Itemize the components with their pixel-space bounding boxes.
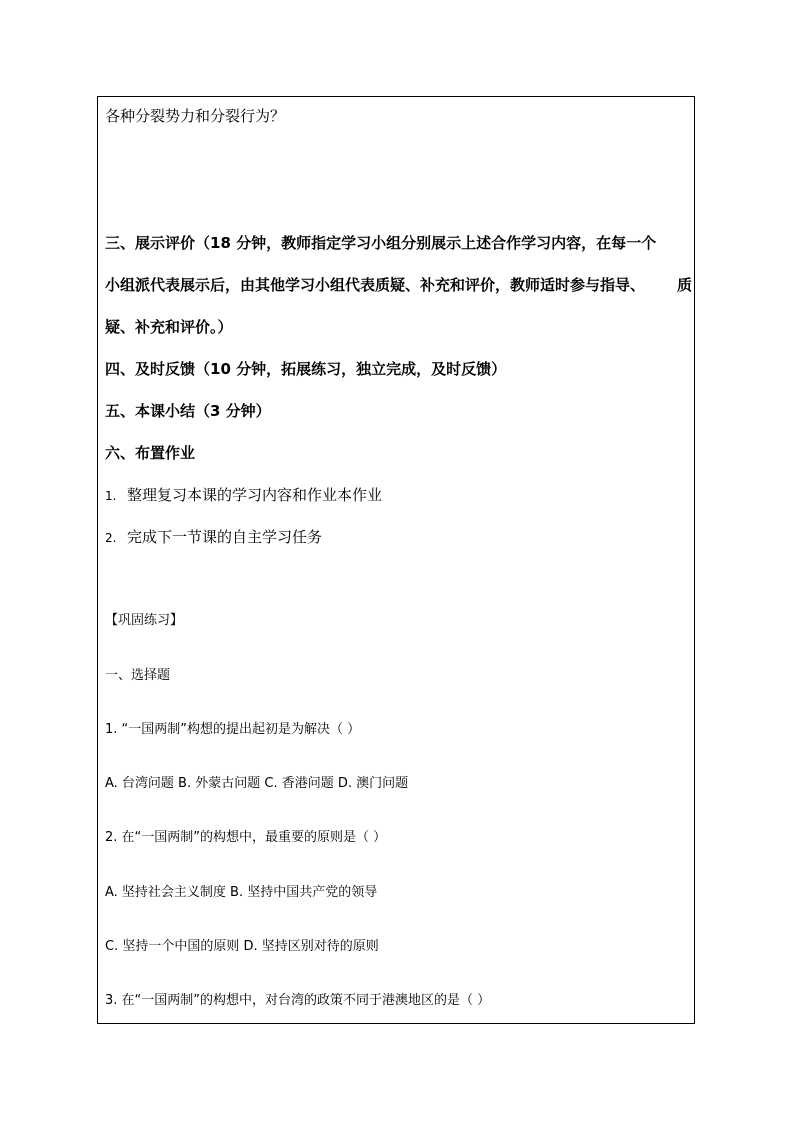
section-5-heading: 五、本课小结（3 分钟） [105,402,271,420]
question-2-options-line-2: C. 坚持一个中国的原则 D. 坚持区别对待的原则 [105,939,379,954]
section-3-line-3: 疑、补充和评价。） [105,318,233,336]
section-6-heading: 六、布置作业 [105,444,196,462]
homework-item-1 [105,485,382,506]
homework-item-1-text: 整理复习本课的学习内容和作业本作业 [127,486,383,504]
homework-item-2-number: 2. [105,531,117,545]
practice-title: 【巩固练习】 [105,613,184,628]
question-2: 2. 在“一国两制”的构想中，最重要的原则是（ ） [105,830,387,845]
section-3-line-2-end: 质 [677,276,693,294]
question-3: 3. 在“一国两制”的构想中，对台湾的政策不同于港澳地区的是（ ） [105,993,491,1008]
homework-item-2-text: 完成下一节课的自主学习任务 [127,528,323,546]
homework-item-1-number: 1. [105,489,117,503]
section-3-line-2 [105,275,693,295]
question-tail: 各种分裂势力和分裂行为？ [105,107,286,125]
question-1: 1. “一国两制”构想的提出起初是为解决（ ） [105,722,361,737]
choice-title: 一、选择题 [105,668,171,683]
question-2-options-line-1: A. 坚持社会主义制度 B. 坚持中国共产党的领导 [105,885,378,900]
question-1-options: A. 台湾问题 B. 外蒙古问题 C. 香港问题 D. 澳门问题 [105,776,409,791]
section-3-line-1: 三、展示评价（18 分钟，教师指定学习小组分别展示上述合作学习内容，在每一个 [105,234,657,252]
homework-item-2 [105,527,322,548]
section-4-heading: 四、及时反馈（10 分钟，拓展练习，独立完成，及时反馈） [105,360,507,378]
section-3-line-2-text: 小组派代表展示后，由其他学习小组代表质疑、补充和评价，教师适时参与指导、 [105,276,646,294]
